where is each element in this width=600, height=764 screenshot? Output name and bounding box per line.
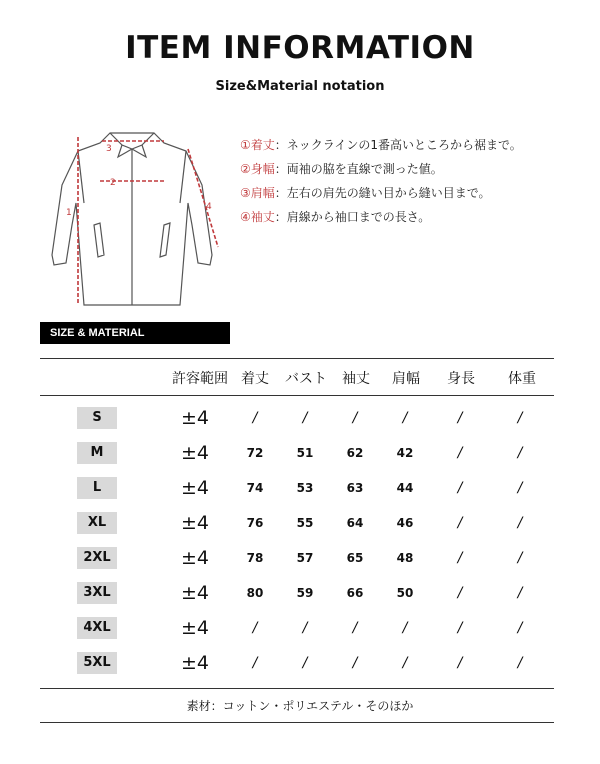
- note-1: ①着丈：ネックラインの1番高いところから裾まで。: [240, 138, 522, 152]
- table-cell: 48: [396, 551, 414, 565]
- note-4: ④袖丈：肩線から袖口までの長さ。: [240, 210, 431, 224]
- label-1: 1: [66, 208, 72, 218]
- coat-outline: [52, 133, 212, 305]
- table-cell: /: [352, 620, 358, 636]
- tolerance-value: ±4: [180, 512, 209, 534]
- page-title: ITEM INFORMATION: [125, 30, 475, 66]
- table-cell: /: [302, 655, 308, 671]
- table-cell: 59: [296, 586, 314, 600]
- table-cell: 78: [246, 551, 264, 565]
- section-label-bar: SIZE & MATERIAL: [40, 322, 230, 344]
- table-cell: 65: [346, 551, 364, 565]
- table-cell: /: [252, 620, 258, 636]
- table-row: [0, 512, 600, 534]
- table-cell: 42: [396, 446, 414, 460]
- table-row: [0, 652, 600, 674]
- table-row: [0, 582, 600, 604]
- table-cell: 80: [246, 586, 264, 600]
- table-header-line: [40, 395, 554, 396]
- measure-lines: [78, 137, 218, 305]
- table-cell: /: [352, 655, 358, 671]
- table-cell: 72: [246, 446, 264, 460]
- table-cell: /: [302, 620, 308, 636]
- table-row: [0, 407, 600, 429]
- tolerance-value: ±4: [180, 407, 209, 429]
- measurement-notes: [240, 136, 522, 232]
- table-cell: 62: [346, 446, 364, 460]
- tolerance-value: ±4: [180, 582, 209, 604]
- col-header-sleeve: 袖丈: [342, 371, 370, 387]
- table-cell: 44: [396, 481, 414, 495]
- table-cell: 63: [346, 481, 364, 495]
- table-cell: /: [252, 410, 258, 426]
- table-cell: /: [517, 410, 523, 426]
- coat-diagram: [40, 115, 230, 325]
- table-cell: 46: [396, 516, 414, 530]
- table-cell: /: [457, 480, 463, 496]
- size-label: M: [77, 442, 117, 464]
- table-cell: 66: [346, 586, 364, 600]
- footer-line: [40, 722, 554, 723]
- table-cell: /: [457, 445, 463, 461]
- tolerance-value: ±4: [180, 652, 209, 674]
- size-label: 5XL: [77, 652, 117, 674]
- col-header-weight: 体重: [508, 371, 536, 387]
- table-cell: /: [457, 620, 463, 636]
- table-cell: /: [517, 585, 523, 601]
- table-cell: /: [517, 620, 523, 636]
- table-cell: 64: [346, 516, 364, 530]
- note-2: ②身幅：両袖の脇を直線で測った値。: [240, 162, 443, 176]
- material-note: 素材：コットン・ポリエステル・そのほか: [186, 699, 414, 713]
- tolerance-value: ±4: [180, 442, 209, 464]
- table-top-line: [40, 358, 554, 359]
- table-cell: 57: [296, 551, 314, 565]
- tolerance-value: ±4: [180, 477, 209, 499]
- table-cell: /: [402, 655, 408, 671]
- col-header-bust: バスト: [285, 371, 327, 387]
- table-cell: 55: [296, 516, 314, 530]
- label-4: 4: [206, 202, 212, 212]
- label-3: 3: [106, 144, 112, 154]
- table-cell: /: [457, 550, 463, 566]
- table-cell: /: [457, 515, 463, 531]
- table-cell: /: [517, 655, 523, 671]
- table-cell: 50: [396, 586, 414, 600]
- table-row: [0, 617, 600, 639]
- table-cell: /: [517, 480, 523, 496]
- size-label: 2XL: [77, 547, 117, 569]
- table-cell: /: [457, 585, 463, 601]
- table-cell: /: [457, 655, 463, 671]
- table-row: [0, 547, 600, 569]
- tolerance-value: ±4: [180, 547, 209, 569]
- table-cell: /: [402, 620, 408, 636]
- page-subtitle: Size&Material notation: [215, 79, 385, 94]
- col-header-tolerance: 許容範囲: [172, 371, 228, 387]
- table-cell: /: [302, 410, 308, 426]
- table-cell: /: [517, 550, 523, 566]
- table-cell: 74: [246, 481, 264, 495]
- table-cell: /: [402, 410, 408, 426]
- tolerance-value: ±4: [180, 617, 209, 639]
- table-cell: 53: [296, 481, 314, 495]
- table-bottom-line: [40, 688, 554, 689]
- table-cell: 76: [246, 516, 264, 530]
- col-header-shoulder: 肩幅: [392, 371, 420, 387]
- size-label: 3XL: [77, 582, 117, 604]
- label-2: 2: [110, 178, 116, 188]
- table-row: [0, 477, 600, 499]
- measure-line-4: [188, 149, 218, 247]
- table-cell: 51: [296, 446, 314, 460]
- table-cell: /: [517, 445, 523, 461]
- table-cell: /: [252, 655, 258, 671]
- col-header-length: 着丈: [241, 371, 269, 387]
- col-header-height: 身長: [447, 371, 475, 387]
- table-cell: /: [517, 515, 523, 531]
- size-label: 4XL: [77, 617, 117, 639]
- size-label: L: [77, 477, 117, 499]
- table-row: [0, 442, 600, 464]
- table-cell: /: [457, 410, 463, 426]
- table-cell: /: [352, 410, 358, 426]
- size-label: XL: [77, 512, 117, 534]
- note-3: ③肩幅：左右の肩先の縫い目から縫い目まで。: [240, 186, 491, 200]
- size-label: S: [77, 407, 117, 429]
